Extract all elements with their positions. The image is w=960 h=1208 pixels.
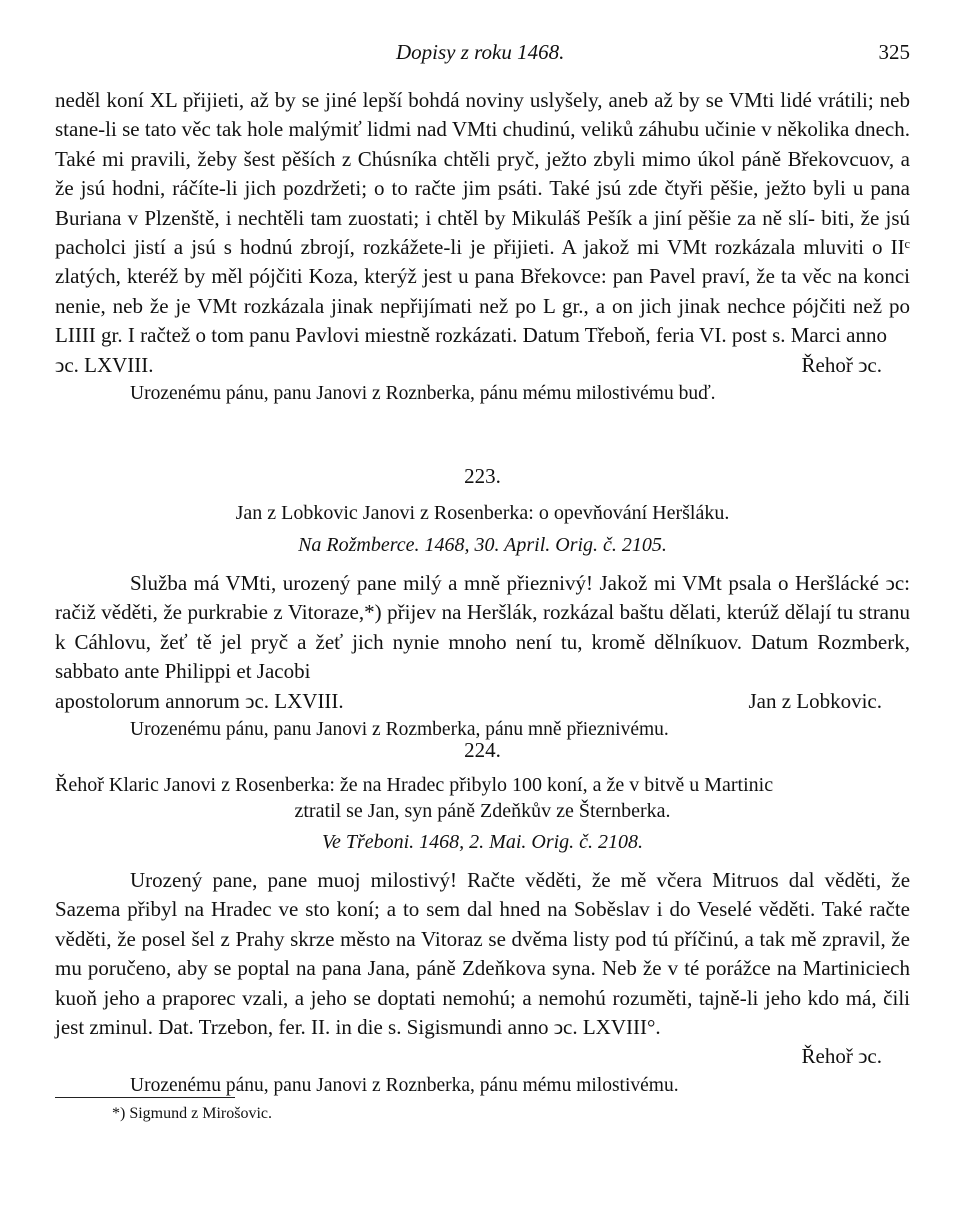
footnote: *) Sigmund z Mirošovic. bbox=[112, 1105, 272, 1122]
footnote-rule bbox=[55, 1097, 235, 1098]
text-line: baštu dělati, kterúž dělají tu stranu k Cáhlovu, žeť tě jel pryč a žeť jich nynie bbox=[55, 600, 911, 654]
letter-223 bbox=[55, 462, 910, 743]
closing-line bbox=[55, 687, 910, 716]
text-line: a praporec vzali, a jeho se doptati nemohú; a nemohú rozuměti, tajně-li jeho kdo bbox=[146, 985, 840, 1010]
heading-line: ztratil se Jan, syn páně Zdeňkův ze Šternberka. bbox=[294, 800, 671, 822]
text-line: chtěli pryč, ježto zbyli mimo úkol páně Břekovcuov, a že jsú hodni, ráčíte-li jich bbox=[55, 146, 910, 201]
text-line: VMt rozkázala mluviti o IIᶜ zlatých, kteréž by měl pójčiti Koza, kterýž jest u pana bbox=[55, 235, 910, 289]
letter-224 bbox=[55, 736, 910, 1099]
heading-line: Řehoř Klaric Janovi z Rosenberka: že na Hradec přibylo 100 koní, a že v bitvě u Martinic bbox=[55, 774, 774, 796]
text-line: Služba má VMti, urozený pane milý a mně přieznivý! Jakož mi VMt psala bbox=[130, 571, 772, 595]
text-line: veliků záhubu učinie v několika dnech. Také mi pravili, žeby šest pěších z Chúsníka bbox=[55, 117, 910, 171]
text-line: mnoho není tu, kromě dělníkuov. Datum Rozmberk, sabbato ante Philippi et Jacobi bbox=[55, 629, 910, 684]
page-number: 325 bbox=[878, 40, 910, 64]
text-line: nepřijímati než po L gr., a on jich jinak nechce pójčiti než po LIIII gr. I račtež bbox=[55, 293, 910, 348]
text-line: neděl koní XL přijieti, až by se jiné lepší bohdá noviny uslyšely, aneb až by se bbox=[55, 88, 724, 112]
letter-body bbox=[55, 86, 910, 351]
text-line: Břekovce: pan Pavel praví, že ta věc na konci nenie, neb že je VMt rozkázala jinak bbox=[55, 264, 911, 318]
closing-date: apostolorum annorum ↄc. LXVIII. bbox=[55, 688, 344, 713]
text-line: pozdržeti; o to račte jim psáti. Také jsú zde čtyři pěšie, ježto byli u pana Buriana bbox=[55, 176, 911, 230]
address-line: Urozenému pánu, panu Janovi z Rozmberka, pánu mně přieznivému. bbox=[130, 719, 669, 741]
letter-body bbox=[55, 866, 910, 1042]
closing-date: ↄc. LXVIII. bbox=[55, 352, 154, 377]
letter-number: 224. bbox=[464, 738, 501, 762]
signature: Jan z Lobkovic. bbox=[748, 688, 882, 713]
running-head-title: Dopisy z roku 1468. bbox=[396, 40, 565, 64]
text-line: se dvěma listy pod tú příčinú, a tak mě zpravil, že mu poručeno, aby se poptal na bbox=[55, 926, 911, 981]
letter-number: 223. bbox=[464, 464, 501, 488]
signature: Řehoř ↄc. bbox=[801, 1044, 882, 1069]
signature: Řehoř ↄc. bbox=[801, 352, 882, 377]
text-line: věděti, že Sazema přibyl na Hradec ve sto koní; a to sem dal hned na Soběslav bbox=[55, 868, 911, 922]
text-line: o tom panu Pavlovi miestně rozkázati. Datum Třeboň, feria VI. post s. Marci anno bbox=[195, 323, 887, 348]
letter-heading: Jan z Lobkovic Janovi z Rosenberka: o opevňování Heršláku. bbox=[235, 502, 730, 524]
letter-heading bbox=[55, 772, 910, 824]
letter-222-continuation bbox=[55, 86, 910, 407]
letter-source: Ve Třeboni. 1468, 2. Mai. Orig. č. 2108. bbox=[321, 831, 644, 853]
text-line: VMti lidé vrátili; neb stane-li se tato věc tak hole malýmiť lidmi nad VMti chudinú, bbox=[55, 88, 910, 142]
text-line: Urozený pane, pane muoj milostivý! Račte věděti, že mě včera Mitruos dal bbox=[130, 868, 815, 892]
letter-body bbox=[55, 569, 910, 687]
text-line: pana Jana, páně Zdeňkova syna. Neb že v té porážce na Martiniciech kuoň jeho bbox=[55, 956, 911, 1010]
text-line: o Heršlácké ↄc: račiž věděti, že purkrabie z Vitoraze,*) přijev na Heršlák, rozkázal bbox=[55, 571, 910, 625]
text-line: i do Veselé věděti. Také račte věděti, že posel šel z Prahy skrze město na Vitoraz bbox=[55, 897, 910, 951]
address-line: Urozenému pánu, panu Janovi z Roznberka, pánu mému milostivému buď. bbox=[130, 383, 716, 405]
closing-line bbox=[55, 351, 910, 380]
text-line: v Plzenště, i nechtěli tam zuostati; i chtěl by Mikuláš Pešík a jiní pěšie za ně slí- bbox=[127, 205, 816, 230]
address-line: Urozenému pánu, panu Janovi z Roznberka, pánu mému milostivému. bbox=[130, 1074, 679, 1096]
text-line: biti, že jsú pacholci jistí a jsú s hodnú zbrojí, rozkážete-li je přijieti. A jakož mi bbox=[55, 205, 911, 260]
text-line: má, čili jest zminul. Dat. Trzebon, fer. II. in die s. Sigismundi anno ↄc. LXVIII°. bbox=[55, 985, 911, 1040]
running-head bbox=[0, 40, 960, 70]
letter-source: Na Rožmberce. 1468, 30. April. Orig. č. 2105. bbox=[298, 534, 667, 556]
